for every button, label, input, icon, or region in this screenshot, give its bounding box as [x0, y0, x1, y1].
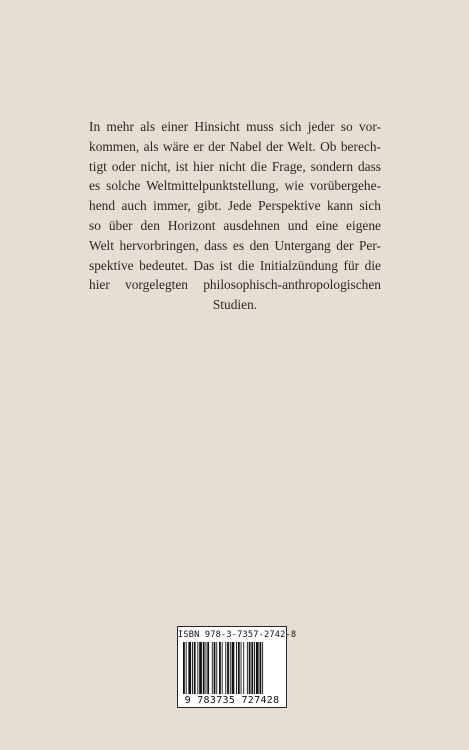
blurb-line: spektive bedeutet. Das ist die Initialzündung für die	[89, 257, 381, 273]
barcode-bar	[214, 642, 216, 694]
barcode-bar	[260, 642, 262, 694]
blurb-line: so über den Horizont ausdehnen und eine eigene	[89, 217, 381, 233]
barcode-bar	[225, 642, 226, 694]
barcode-bar	[188, 642, 191, 694]
barcode-bar	[197, 642, 198, 694]
barcode-bar	[243, 642, 244, 694]
barcode-bar	[232, 642, 235, 694]
isbn-barcode	[177, 626, 297, 708]
barcode-bar	[241, 642, 242, 694]
barcode-bar	[262, 642, 263, 694]
barcode-bar	[249, 642, 251, 694]
isbn-label: ISBN 978-3-7357-2742-8	[178, 630, 297, 640]
barcode-bar	[236, 642, 237, 694]
barcode-bar	[183, 642, 185, 694]
barcode-bars-icon	[182, 642, 284, 694]
blurb-line: Studien.	[212, 297, 258, 313]
barcode-bar	[251, 642, 253, 694]
barcode-bar	[247, 642, 248, 694]
barcode-bar	[254, 642, 255, 694]
blurb-line: hend auch immer, gibt. Jede Perspektive kann sich	[89, 198, 381, 214]
barcode-bar	[256, 642, 259, 694]
barcode-bar	[238, 642, 240, 694]
barcode-bar	[212, 642, 213, 694]
barcode-bar	[206, 642, 207, 694]
ean-digits: 9 783735 727428	[184, 695, 280, 706]
barcode-bar	[207, 642, 209, 694]
blurb-line: es solche Weltmittelpunktstellung, wie vorübergehe-	[89, 178, 381, 194]
barcode-bar	[230, 642, 231, 694]
barcode-bar	[194, 642, 196, 694]
barcode-bar	[219, 642, 221, 694]
blurb-line: tigt oder nicht, ist hier nicht die Frage, sondern dass	[89, 158, 381, 174]
barcode-bar	[199, 642, 202, 694]
back-cover-blurb	[89, 117, 381, 315]
barcode-bar	[186, 642, 187, 694]
barcode-bar	[222, 642, 223, 694]
blurb-line: Welt hervorbringen, dass es den Untergang der Per-	[89, 237, 381, 253]
blurb-line: hier vorgelegten philosophisch-anthropologischen	[89, 277, 381, 293]
barcode-bar	[203, 642, 205, 694]
barcode-bar	[216, 642, 217, 694]
blurb-line: kommen, als wäre er der Nabel der Welt. Ob berech-	[89, 138, 381, 154]
barcode-bar	[192, 642, 193, 694]
barcode-bar	[227, 642, 229, 694]
blurb-line: In mehr als einer Hinsicht muss sich jeder so vor-	[89, 119, 381, 134]
